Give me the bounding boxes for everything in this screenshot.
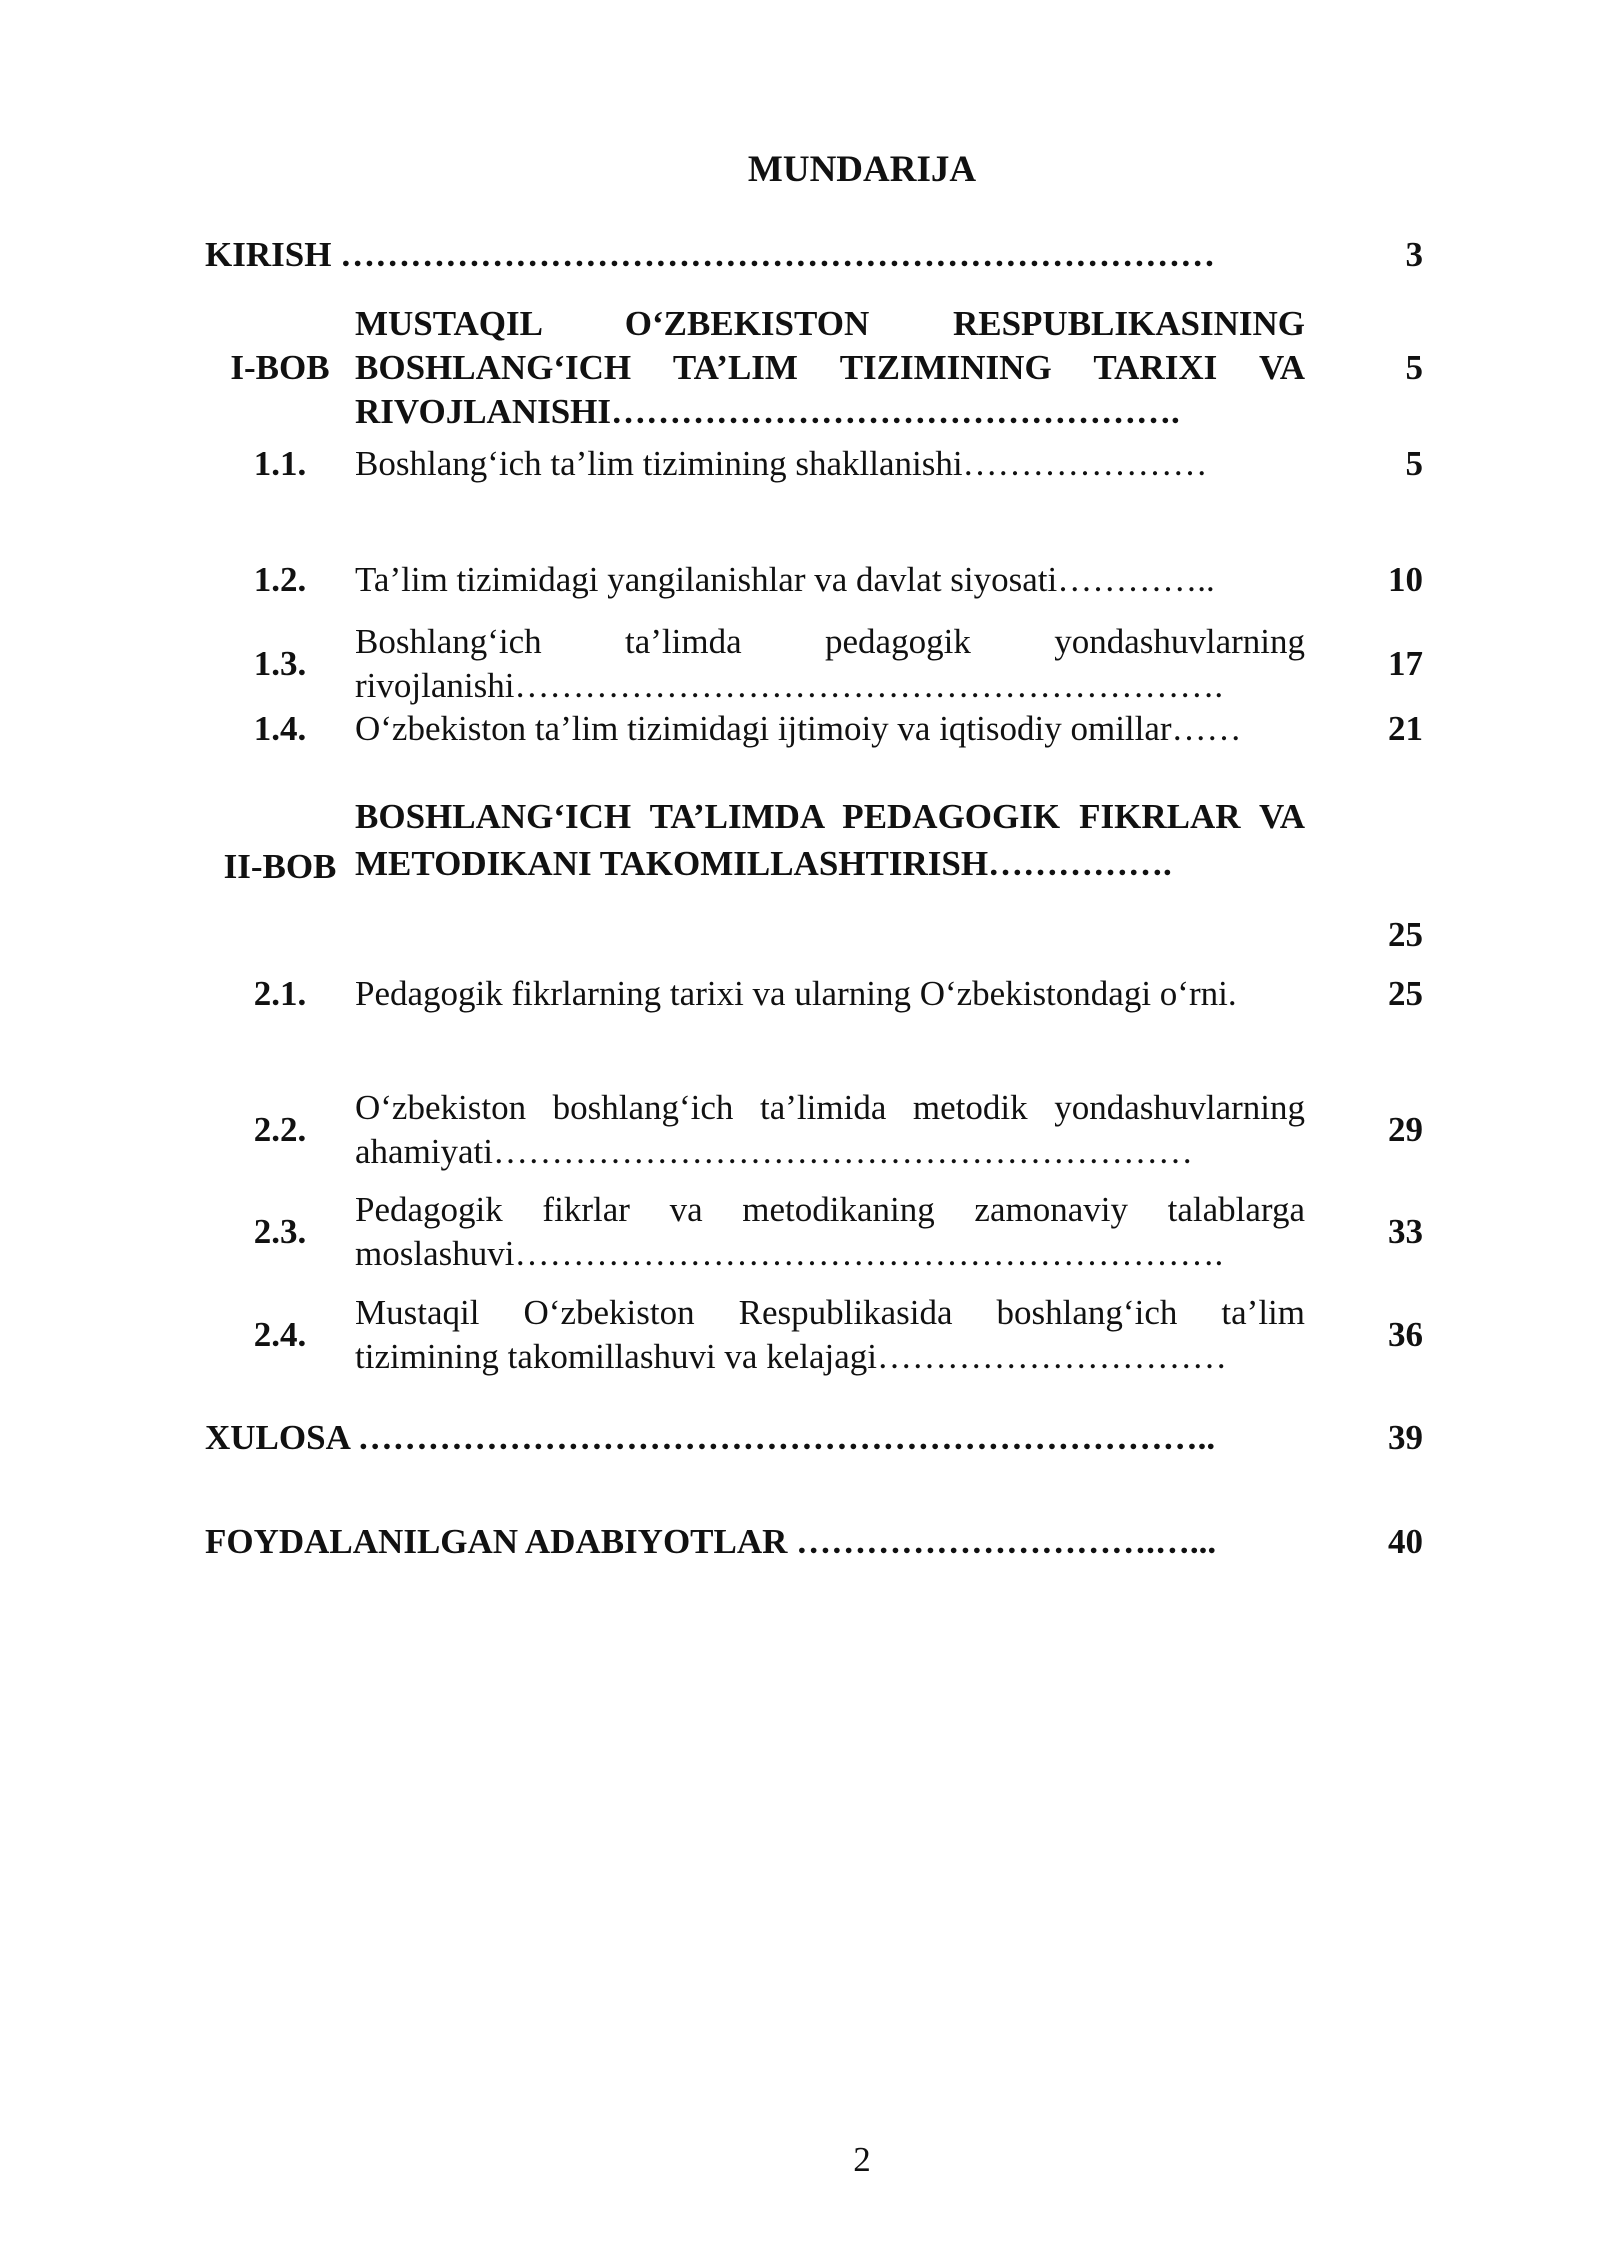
- toc-entry-2-2[interactable]: [205, 1086, 1423, 1174]
- toc-entry-text: Pedagogik fikrlarning tarixi va ularning O‘zbekistondagi o‘rni.: [355, 974, 1237, 1013]
- toc-entry-number: 2.2.: [253, 1110, 307, 1149]
- toc-entry-page: 3: [1405, 235, 1423, 274]
- toc-entry-page: 5: [1405, 444, 1423, 483]
- toc-entry-page: 5: [1405, 348, 1423, 387]
- page-number: 2: [853, 2140, 871, 2179]
- toc-entry-text: Boshlang‘ich ta’lim tizimining shakllanishi…………………: [355, 444, 1208, 483]
- toc-entry-text: Pedagogik fikrlar va metodikaning zamonaviy talablarga moslashuvi…………………………………………………….: [355, 1190, 1305, 1273]
- toc-entry-text: O‘zbekiston boshlang‘ich ta’limida metodik yondashuvlarning ahamiyati……………………………………………………: [355, 1088, 1305, 1171]
- toc-entry-1-2[interactable]: [205, 558, 1423, 602]
- toc-entry-text: Mustaqil O‘zbekiston Respublikasida boshlang‘ich ta’lim tizimining takomillashuvi va kelajagi…………………………: [355, 1293, 1305, 1376]
- toc-entry-number: 2.4.: [253, 1315, 307, 1354]
- toc-entry-page: 21: [1388, 709, 1423, 748]
- toc-entry-number: 1.4.: [253, 709, 307, 748]
- toc-entry-number: 1.2.: [253, 560, 307, 599]
- toc-entry-chapter-2[interactable]: [205, 793, 1423, 955]
- toc-entry-number: I-BOB: [230, 348, 330, 387]
- toc-entry-number: 2.3.: [253, 1212, 307, 1251]
- toc-entry-text: O‘zbekiston ta’lim tizimidagi ijtimoiy va iqtisodiy omillar……: [355, 709, 1242, 748]
- toc-entry-1-4[interactable]: [205, 707, 1423, 751]
- toc-entry-adabiyotlar[interactable]: [205, 1522, 1423, 1562]
- toc-entry-1-1[interactable]: [205, 442, 1423, 486]
- toc-entry-page: 33: [1388, 1212, 1423, 1251]
- toc-entry-2-3[interactable]: [205, 1188, 1423, 1276]
- toc-entry-number: II-BOB: [223, 847, 337, 886]
- toc-entry-chapter-1[interactable]: [205, 302, 1423, 434]
- toc-heading: MUNDARIJA: [747, 149, 977, 190]
- toc-entry-2-1[interactable]: [205, 972, 1423, 1016]
- toc-entry-page: 17: [1388, 644, 1423, 683]
- toc-entry-text: XULOSA ………………………………………………………………..: [205, 1418, 1216, 1457]
- toc-entry-page: 25: [1388, 915, 1423, 954]
- toc-entry-page: 25: [1388, 974, 1423, 1013]
- toc-entry-page: 40: [1388, 1522, 1423, 1561]
- toc-entry-2-4[interactable]: [205, 1291, 1423, 1379]
- toc-entry-text: MUSTAQIL O‘ZBEKISTON RESPUBLIKASINING BOSHLANG‘ICH TA’LIM TIZIMINING TARIXI VA RIVOJLANISHI………………………………………….: [355, 304, 1305, 431]
- toc-entry-text: BOSHLANG‘ICH TA’LIMDA PEDAGOGIK FIKRLAR VA METODIKANI TAKOMILLASHTIRISH…………….: [355, 797, 1305, 883]
- toc-entry-text: Ta’lim tizimidagi yangilanishlar va davlat siyosati…………..: [355, 560, 1215, 599]
- toc-entry-kirish[interactable]: [205, 235, 1423, 275]
- toc-entry-page: 36: [1388, 1315, 1423, 1354]
- toc-entry-page: 10: [1388, 560, 1423, 599]
- toc-entry-page: 39: [1388, 1418, 1423, 1457]
- toc-entry-text: Boshlang‘ich ta’limda pedagogik yondashuvlarning rivojlanishi…………………………………………………….: [355, 622, 1305, 705]
- toc-entry-number: 1.3.: [253, 644, 307, 683]
- toc-entry-1-3[interactable]: [205, 620, 1423, 708]
- toc-entry-text: FOYDALANILGAN ADABIYOTLAR ………………………….…...: [205, 1522, 1217, 1561]
- toc-entry-number: 1.1.: [253, 444, 307, 483]
- toc-entry-text: KIRISH …………………………………………………………………: [205, 235, 1216, 274]
- toc-entry-xulosa[interactable]: [205, 1418, 1423, 1458]
- toc-entry-number: 2.1.: [253, 974, 307, 1013]
- toc-entry-page: 29: [1388, 1110, 1423, 1149]
